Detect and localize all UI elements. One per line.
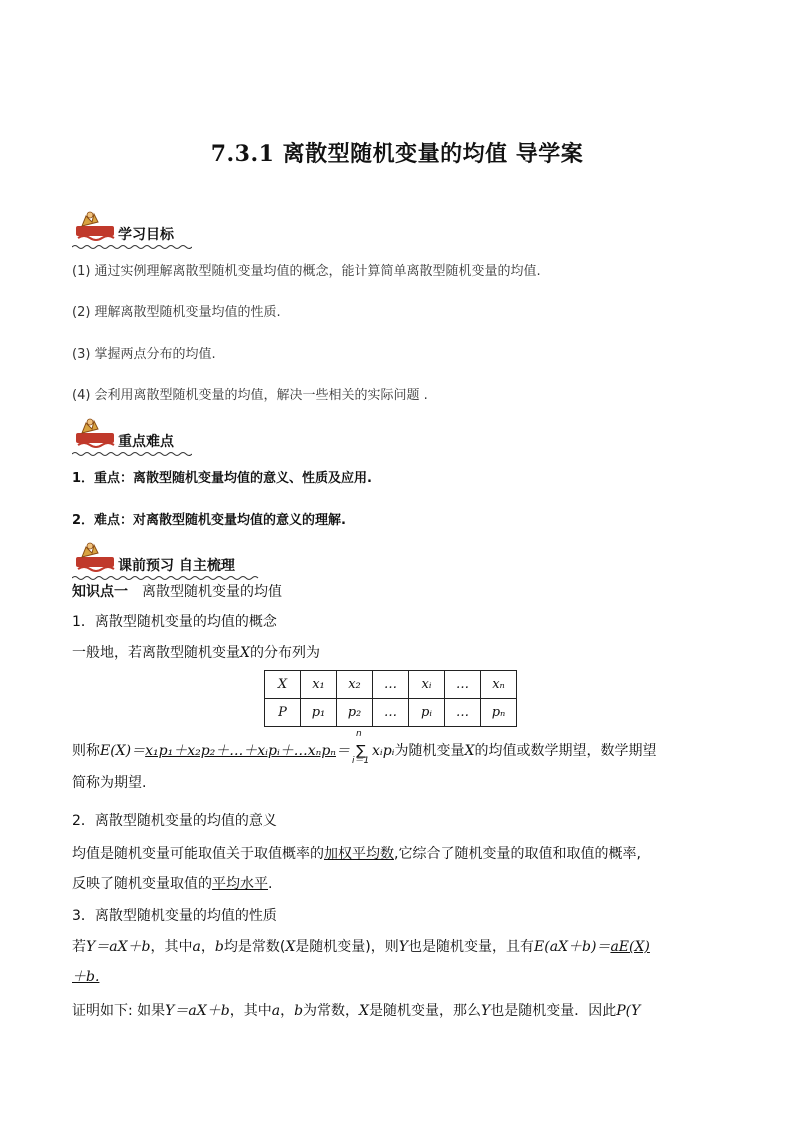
table-cell: xᵢ: [409, 671, 445, 699]
subheading-property: 3．离散型随机变量的均值的性质: [72, 908, 277, 924]
math-expr: Y＝aX＋b: [86, 939, 151, 955]
objective-item: (3) 掌握两点分布的均值.: [72, 347, 216, 362]
math-expr-underlined: x₁p₁＋x₂p₂＋…＋xᵢpᵢ＋…xₙpₙ: [145, 743, 336, 759]
table-cell: …: [445, 671, 481, 699]
math-eq: ＝: [335, 743, 350, 759]
table-cell: …: [373, 671, 409, 699]
text: ，其中: [150, 939, 193, 955]
wavy-underline: [72, 244, 192, 250]
summation: n ∑ i＝1: [351, 729, 370, 766]
kp-label: 知识点一: [72, 584, 128, 600]
math-expr: Y＝aX＋b: [165, 1003, 230, 1019]
text: 也是随机变量．因此: [490, 1003, 617, 1019]
page-title: 7.3.1 离散型随机变量的均值 导学案: [210, 141, 584, 167]
table-cell: x₁: [301, 671, 337, 699]
table-cell: X: [265, 671, 301, 699]
math-var: Y: [481, 1003, 491, 1019]
table-cell: pᵢ: [409, 699, 445, 727]
text: ，: [200, 939, 215, 955]
section-title: 重点难点: [118, 434, 174, 450]
subheading-meaning: 2．离散型随机变量的均值的意义: [72, 813, 277, 829]
subheading-concept: 1．离散型随机变量的均值的概念: [72, 614, 277, 630]
math-expr-underlined: ＋b.: [72, 969, 100, 985]
difficulty-point: 2．难点：对离散型随机变量均值的意义的理解.: [72, 513, 346, 528]
math-term: xᵢpᵢ: [371, 743, 395, 759]
text: 是随机变量，那么: [369, 1003, 481, 1019]
table-cell: p₂: [337, 699, 373, 727]
text: 是随机变量)，则: [295, 939, 399, 955]
text: 均值是随机变量可能取值关于取值概率的: [72, 846, 324, 862]
table-cell: P: [265, 699, 301, 727]
table-cell: pₙ: [481, 699, 517, 727]
text: 为常数，: [303, 1003, 360, 1019]
text: 则称: [72, 743, 100, 759]
math-expr-underlined: aE(X): [610, 939, 650, 955]
objective-item: (4) 会利用离散型随机变量的均值，解决一些相关的实际问题 .: [72, 388, 428, 403]
property-line-1: [72, 936, 650, 956]
section-badge-icon: [72, 417, 120, 451]
text: ，其中: [229, 1003, 272, 1019]
proof-line: [72, 1000, 640, 1020]
objective-item: (2) 理解离散型随机变量均值的性质.: [72, 305, 281, 320]
table-cell: x₂: [337, 671, 373, 699]
math-var: b: [214, 939, 224, 955]
math-var: Y: [398, 939, 409, 955]
math-var: a: [192, 939, 201, 955]
math-expr: E(aX＋b)＝: [534, 939, 611, 955]
underlined-term: 加权平均数: [324, 846, 394, 862]
math-expr: E(X)＝: [100, 743, 146, 759]
text: 证明如下: 如果: [72, 1003, 166, 1019]
math-var: X: [240, 645, 250, 661]
text: 的分布列为: [249, 645, 320, 661]
table-cell: p₁: [301, 699, 337, 727]
formula-continuation: 简称为期望.: [72, 775, 147, 791]
table-cell: xₙ: [481, 671, 517, 699]
text: 也是随机变量，且有: [408, 939, 535, 955]
section-header-objectives: [72, 224, 212, 248]
knowledge-point-heading: [72, 581, 282, 601]
section-header-key-points: [72, 431, 212, 455]
sum-lower: i＝1: [351, 756, 370, 766]
section-badge-icon: [72, 210, 120, 244]
section-title: 学习目标: [118, 227, 174, 243]
text: 为随机变量: [394, 743, 465, 759]
text: 反映了随机变量取值的: [72, 876, 212, 892]
table-cell: …: [373, 699, 409, 727]
table-row: [265, 699, 517, 727]
section-badge-icon: [72, 541, 120, 575]
expectation-formula: [72, 729, 657, 766]
math-var: X: [359, 1003, 369, 1019]
distribution-table: [264, 670, 517, 727]
table-cell: …: [445, 699, 481, 727]
math-var: a: [271, 1003, 281, 1019]
text: ，: [280, 1003, 295, 1019]
kp-title: 离散型随机变量的均值: [142, 584, 282, 600]
meaning-line-1: [72, 843, 641, 863]
math-var: b: [294, 1003, 304, 1019]
objective-item: (1) 通过实例理解离散型随机变量均值的概念，能计算简单离散型随机变量的均值.: [72, 264, 541, 279]
property-line-2: [72, 966, 99, 986]
wavy-underline: [72, 451, 192, 457]
text: ,它综合了随机变量的取值和取值的概率,: [394, 846, 641, 862]
section-title: 课前预习 自主梳理: [118, 558, 235, 574]
math-expr: P(Y: [616, 1003, 641, 1019]
text: 若: [72, 939, 86, 955]
key-point: 1．重点：离散型随机变量均值的意义、性质及应用.: [72, 471, 372, 486]
text: 的均值或数学期望，数学期望: [474, 743, 657, 759]
section-header-preview: [72, 555, 272, 579]
math-var: X: [464, 743, 475, 759]
sum-upper: n: [355, 729, 362, 739]
meaning-line-2: [72, 873, 272, 893]
text: 均是常数(: [223, 939, 286, 955]
general-statement: [72, 642, 320, 662]
text: 一般地，若离散型随机变量: [72, 645, 240, 661]
underlined-term: 平均水平: [212, 876, 268, 892]
text: .: [268, 876, 273, 892]
math-var: X: [285, 939, 296, 955]
table-row: [265, 671, 517, 699]
